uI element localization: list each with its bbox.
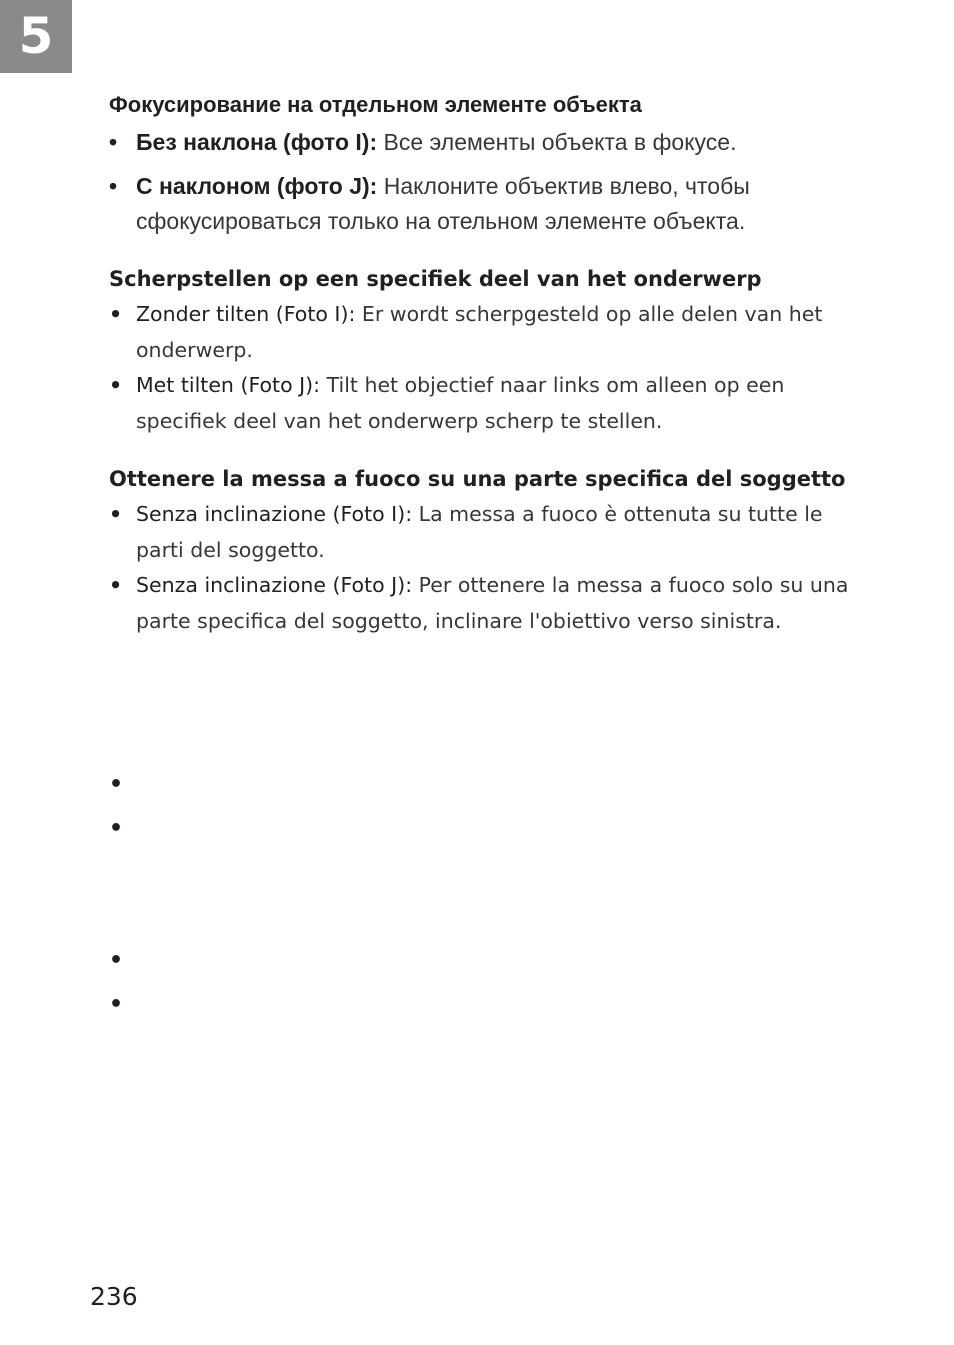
section-heading: Ottenere la messa a fuoco su una parte specifica del soggetto bbox=[109, 467, 846, 491]
list-item bbox=[109, 125, 854, 160]
item-lead: Senza inclinazione (Foto J): bbox=[136, 573, 413, 597]
empty-bullet: • bbox=[109, 948, 124, 973]
item-text: Все элементы объекта в фокусе. bbox=[377, 129, 737, 155]
section-italian bbox=[109, 463, 854, 639]
empty-bullet: • bbox=[109, 772, 124, 797]
item-lead: С наклоном (фото J): bbox=[136, 173, 378, 199]
item-lead: Zonder tilten (Foto I): bbox=[136, 302, 356, 326]
item-text: Per ottenere la messa a fuoco solo su una parte specifica del soggetto, inclinare l'obiettivo verso sinistra. bbox=[136, 573, 849, 633]
item-lead: Без наклона (фото I): bbox=[136, 129, 378, 155]
list-item bbox=[109, 368, 854, 439]
section-heading: Фокусирование на отдельном элементе объекта bbox=[109, 92, 642, 117]
chapter-number: 5 bbox=[18, 7, 54, 65]
bullet: • bbox=[109, 129, 118, 155]
section-heading: Scherpstellen op een specifiek deel van het onderwerp bbox=[109, 267, 762, 291]
bullet: • bbox=[109, 373, 123, 397]
empty-bullet: • bbox=[109, 816, 124, 841]
chapter-tab bbox=[0, 0, 72, 73]
item-text: Er wordt scherpgesteld op alle delen van het onderwerp. bbox=[136, 302, 823, 362]
list-item bbox=[109, 297, 854, 368]
empty-bullet: • bbox=[109, 992, 124, 1017]
list-item bbox=[109, 568, 854, 639]
section-dutch bbox=[109, 263, 854, 439]
bullet: • bbox=[109, 502, 123, 526]
bullet: • bbox=[109, 173, 118, 199]
item-lead: Senza inclinazione (Foto I): bbox=[136, 502, 413, 526]
bullet: • bbox=[109, 573, 123, 597]
item-text: Tilt het objectief naar links om alleen op een specifiek deel van het onderwerp scherp te stellen. bbox=[136, 373, 785, 433]
item-lead: Met tilten (Foto J): bbox=[136, 373, 321, 397]
list-item bbox=[109, 169, 854, 239]
bullet: • bbox=[109, 302, 123, 326]
list-item bbox=[109, 497, 854, 568]
page-number: 236 bbox=[90, 1282, 138, 1311]
section-russian bbox=[109, 90, 854, 239]
item-text: La messa a fuoco è ottenuta su tutte le parti del soggetto. bbox=[136, 502, 823, 562]
item-text: Наклоните объектив влево, чтобы сфокусироваться только на отельном элементе объекта. bbox=[136, 173, 750, 234]
